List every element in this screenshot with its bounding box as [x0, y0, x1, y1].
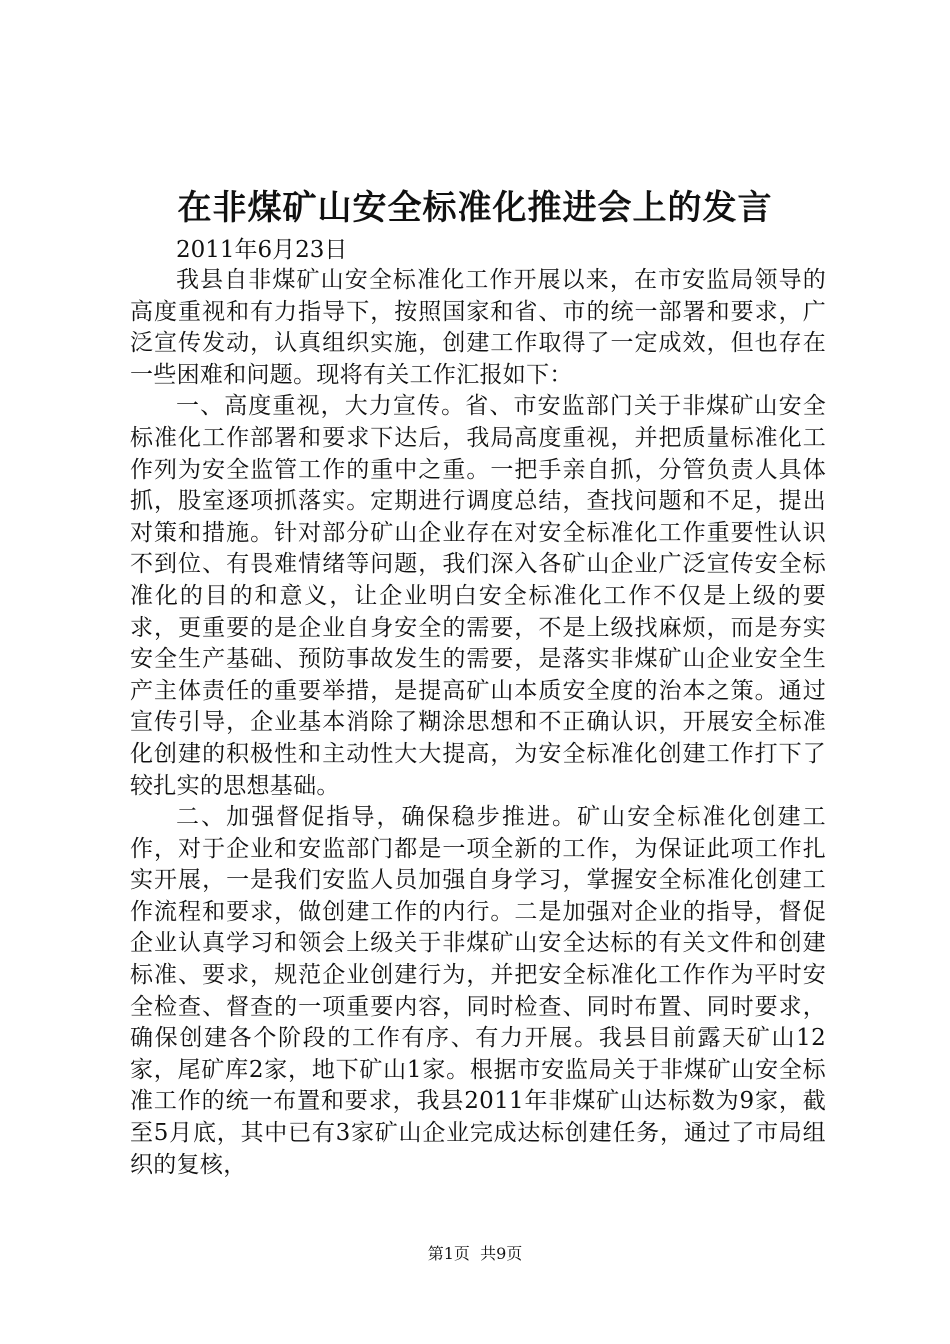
document-title: 在非煤矿山安全标准化推进会上的发言: [177, 188, 773, 228]
paragraph-intro: 我县自非煤矿山安全标准化工作开展以来，在市安监局领导的高度重视和有力指导下，按照国家和省、市的统一部署和要求，广泛宣传发动，认真组织实施，创建工作取得了一定成效，但也存在一些困难和问题。现将有关工作汇报如下：: [130, 267, 826, 388]
paragraph-section-2: 二、加强督促指导，确保稳步推进。矿山安全标准化创建工作，对于企业和安监部门都是一项全新的工作，为保证此项工作扎实开展，一是我们安监人员加强自身学习，掌握安全标准化创建工作流程和要求，做创建工作的内行。二是加强对企业的指导，督促企业认真学习和领会上级关于非煤矿山安全达标的有关文件和创建标准、要求，规范企业创建行为，并把安全标准化工作作为平时安全检查、督查的一项重要内容，同时检查、同时布置、同时要求，确保创建各个阶段的工作有序、有力开展。我县目前露天矿山12家，尾矿库2家，地下矿山1家。根据市安监局关于非煤矿山安全标准工作的统一布置和要求，我县2011年非煤矿山达标数为9家，截至5月底，其中已有3家矿山企业完成达标创建任务，通过了市局组织的复核，: [130, 804, 826, 1178]
document-date: 2011年6月23日: [176, 237, 348, 263]
page-number: 第1页: [427, 1244, 470, 1263]
document-body: [130, 236, 826, 1181]
page-total: 共9页: [480, 1244, 523, 1263]
paragraph-section-1: 一、高度重视，大力宣传。省、市安监部门关于非煤矿山安全标准化工作部署和要求下达后，我局高度重视，并把质量标准化工作列为安全监管工作的重中之重。一把手亲自抓，分管负责人具体抓，股室逐项抓落实。定期进行调度总结，查找问题和不足，提出对策和措施。针对部分矿山企业存在对安全标准化工作重要性认识不到位、有畏难情绪等问题，我们深入各矿山企业广泛宣传安全标准化的目的和意义，让企业明白安全标准化工作不仅是上级的要求，更重要的是企业自身安全的需要，不是上级找麻烦，而是夯实安全生产基础、预防事故发生的需要，是落实非煤矿山企业安全生产主体责任的重要举措，是提高矿山本质安全度的治本之策。通过宣传引导，企业基本消除了糊涂思想和不正确认识，开展安全标准化创建的积极性和主动性大大提高，为安全标准化创建工作打下了较扎实的思想基础。: [130, 393, 826, 799]
page-footer: [0, 1243, 950, 1265]
footer-separator: [470, 1244, 480, 1263]
